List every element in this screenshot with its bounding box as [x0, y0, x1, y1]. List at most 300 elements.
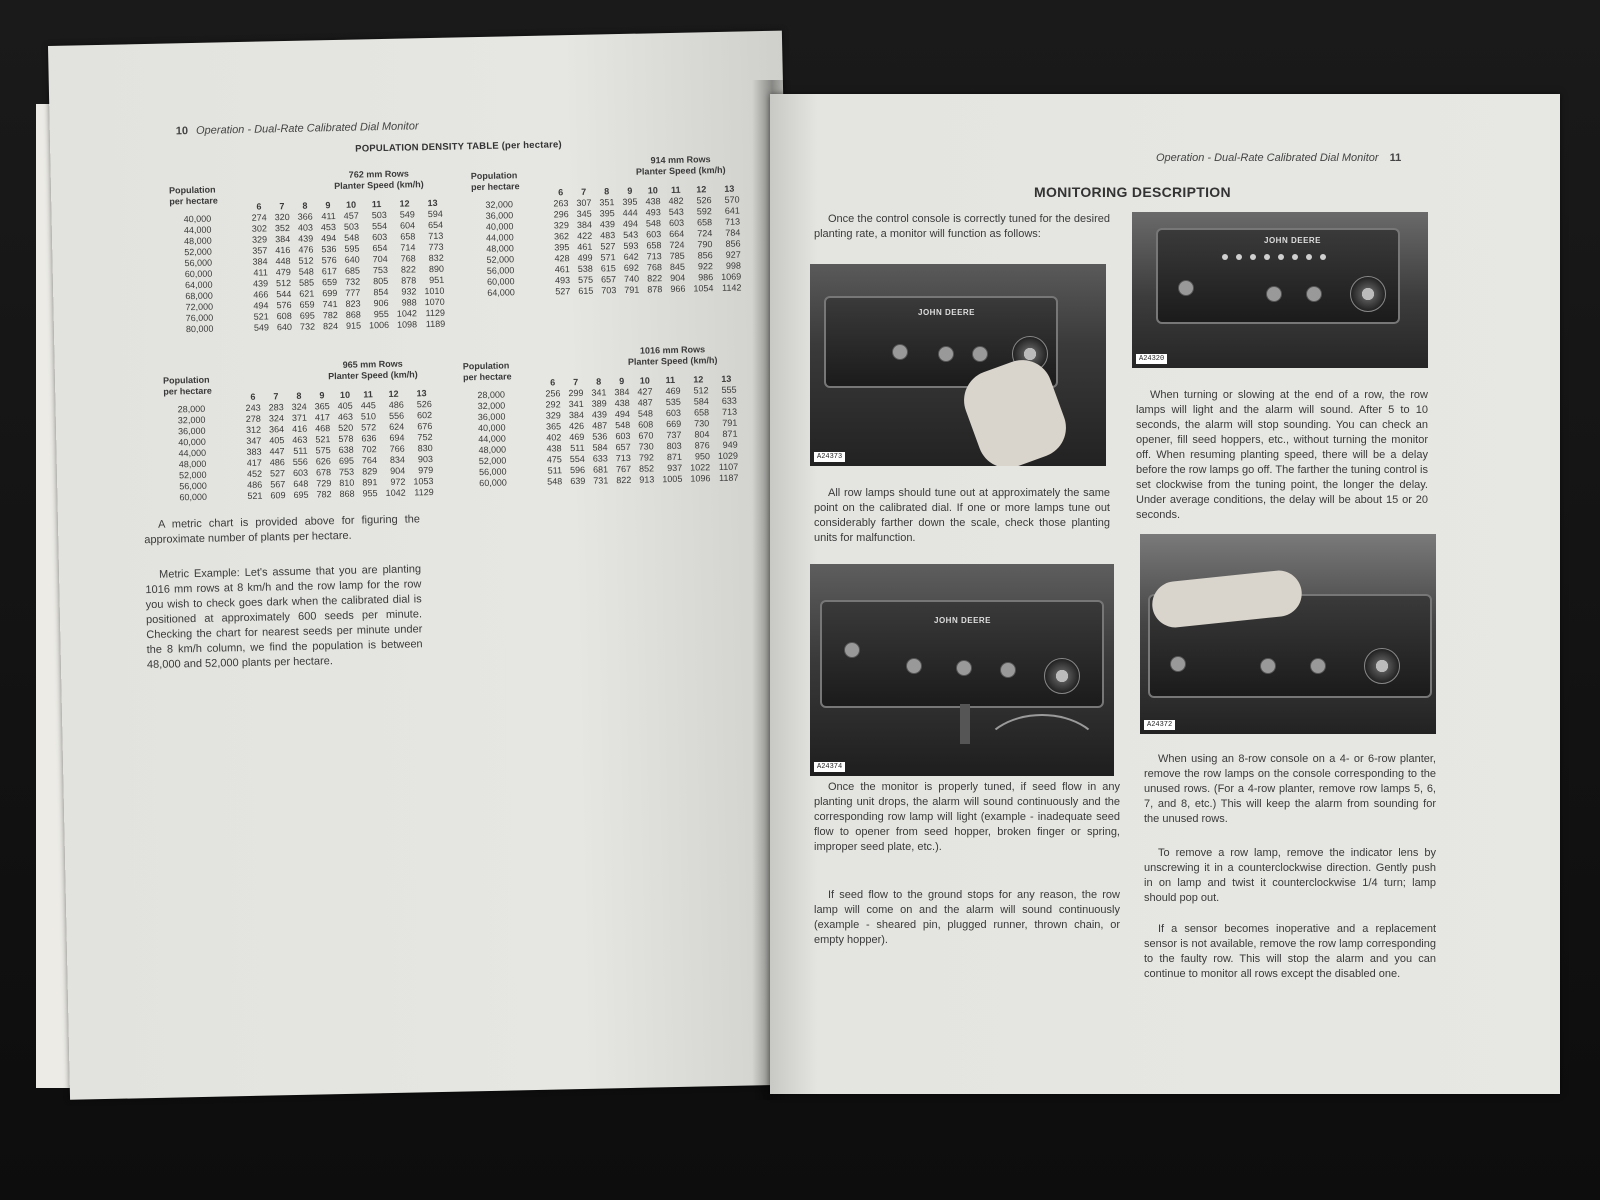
right-page-number: 11	[1389, 152, 1402, 164]
seeds-per-minute-cell: 670	[638, 430, 654, 441]
seeds-per-minute-cell: 357	[252, 245, 268, 256]
seeds-per-minute-cell: 791	[624, 284, 640, 295]
seeds-per-minute-cell: 366	[297, 211, 313, 222]
speed-header-cell: 13	[724, 183, 735, 194]
seeds-per-minute-cell: 729	[316, 478, 332, 489]
table-rows-title: 762 mm Rows	[348, 168, 409, 180]
seeds-per-minute-cell: 493	[645, 207, 661, 218]
seeds-per-minute-cell: 548	[637, 408, 654, 419]
seeds-per-minute-cell: 854	[373, 286, 389, 298]
seeds-per-minute-cell: 482	[668, 195, 684, 207]
seeds-per-minute-cell: 822	[616, 474, 632, 486]
seeds-per-minute-cell: 856	[697, 250, 713, 261]
seeds-per-minute-cell: 1053	[413, 476, 434, 487]
seeds-per-minute-cell: 521	[253, 311, 269, 322]
speed-header-cell: 12	[399, 198, 410, 209]
per-hectare-label-line: per hectare	[163, 385, 212, 397]
seeds-per-minute-cell: 463	[337, 411, 354, 423]
seeds-per-minute-cell: 549	[399, 209, 415, 220]
population-cell: 76,000	[185, 312, 214, 324]
seeds-per-minute-cell: 878	[647, 284, 663, 295]
row-lamp-icon	[1320, 254, 1326, 260]
seeds-per-minute-cell: 657	[600, 274, 617, 285]
seeds-per-minute-cell: 403	[297, 222, 314, 233]
seeds-per-minute-cell: 352	[274, 222, 291, 234]
seeds-per-minute-cell: 603	[372, 231, 388, 243]
seeds-per-minute-cell: 448	[275, 255, 291, 267]
seeds-per-minute-cell: 596	[569, 464, 586, 476]
seeds-per-minute-cell: 475	[546, 454, 562, 465]
seeds-per-minute-cell: 1107	[718, 461, 739, 473]
seeds-per-minute-cell: 603	[668, 217, 685, 229]
seeds-per-minute-cell: 822	[400, 264, 417, 275]
speed-header-cell: 9	[319, 390, 325, 401]
per-hectare-label-line: per hectare	[462, 371, 512, 383]
speed-header-cell: 8	[604, 186, 610, 197]
seeds-per-minute-cell: 868	[345, 309, 361, 320]
table-rows-title: 965 mm Rows	[342, 358, 403, 370]
row-lamp-icon	[1222, 254, 1228, 260]
seeds-per-minute-cell: 447	[269, 446, 285, 457]
seeds-per-minute-cell: 1187	[718, 472, 739, 484]
calibrated-dial-icon	[1364, 648, 1400, 684]
seeds-per-minute-cell: 521	[247, 490, 263, 501]
seeds-per-minute-cell: 263	[553, 198, 569, 209]
row-lamp-icon	[1292, 254, 1298, 260]
seeds-per-minute-cell: 603	[646, 229, 662, 240]
knob-icon	[844, 642, 860, 658]
photo-console-lamps-lit	[1132, 212, 1428, 368]
table-speed-title: Planter Speed (km/h)	[627, 355, 718, 367]
seeds-per-minute-cell: 915	[345, 320, 362, 331]
seeds-per-minute-cell: 603	[292, 467, 309, 478]
seeds-per-minute-cell: 503	[343, 221, 360, 232]
seeds-per-minute-cell: 955	[362, 488, 378, 499]
knob-icon	[1260, 658, 1276, 674]
seeds-per-minute-cell: 766	[389, 443, 405, 454]
population-data-table	[169, 198, 449, 336]
seeds-per-minute-cell: 624	[389, 421, 405, 432]
speed-header-cell: 13	[416, 388, 427, 399]
population-cell: 56,000	[486, 265, 515, 276]
knob-icon	[1000, 662, 1016, 678]
population-cell: 60,000	[179, 491, 208, 503]
seeds-per-minute-cell: 554	[371, 220, 388, 232]
speed-header-cell: 7	[581, 186, 587, 197]
seeds-per-minute-cell: 906	[373, 297, 389, 309]
seeds-per-minute-cell: 636	[361, 433, 377, 444]
knob-icon	[1266, 286, 1282, 302]
seeds-per-minute-cell: 638	[338, 444, 354, 456]
seeds-per-minute-cell: 890	[428, 263, 445, 275]
seeds-per-minute-cell: 642	[623, 251, 639, 262]
population-data-table	[463, 374, 742, 490]
seeds-per-minute-cell: 444	[622, 207, 638, 218]
seeds-per-minute-cell: 364	[269, 424, 285, 435]
population-cell: 56,000	[184, 257, 213, 269]
seeds-per-minute-cell: 503	[371, 209, 387, 221]
seeds-per-minute-cell: 438	[614, 397, 630, 409]
seeds-per-minute-cell: 834	[389, 454, 406, 465]
speed-header-cell: 11	[371, 199, 382, 210]
seeds-per-minute-cell: 439	[599, 219, 616, 230]
seeds-per-minute-cell: 487	[592, 420, 608, 431]
seeds-per-minute-cell: 927	[725, 249, 741, 260]
right-header-text: Operation - Dual-Rate Calibrated Dial Monitor	[1156, 152, 1379, 164]
population-cell: 52,000	[478, 455, 507, 467]
seeds-per-minute-cell: 724	[697, 228, 713, 239]
seeds-per-minute-cell: 615	[600, 263, 616, 274]
seeds-per-minute-cell: 640	[276, 321, 293, 333]
speed-header-cell: 9	[627, 185, 633, 196]
seeds-per-minute-cell: 732	[299, 321, 316, 332]
population-cell: 44,000	[486, 232, 514, 243]
seeds-per-minute-cell: 526	[416, 399, 432, 410]
seeds-per-minute-cell: 659	[299, 299, 315, 310]
seeds-per-minute-cell: 494	[622, 218, 639, 229]
seeds-per-minute-cell: 768	[400, 253, 416, 264]
seeds-per-minute-cell: 548	[344, 232, 360, 243]
seeds-per-minute-cell: 405	[269, 435, 285, 446]
population-cell: 36,000	[177, 425, 206, 437]
speed-header-cell: 13	[721, 373, 732, 384]
seeds-per-minute-cell: 494	[253, 300, 269, 311]
seeds-per-minute-cell: 395	[554, 242, 570, 253]
seeds-per-minute-cell: 669	[666, 418, 682, 430]
population-cell: 48,000	[486, 243, 514, 254]
population-cell: 40,000	[485, 221, 514, 232]
seeds-per-minute-cell: 527	[600, 241, 616, 252]
section-title: MONITORING DESCRIPTION	[1034, 184, 1231, 200]
seeds-per-minute-cell: 427	[637, 386, 653, 397]
seeds-per-minute-cell: 324	[291, 401, 307, 412]
para-turning: When turning or slowing at the end of a row, the row lamps will light and the alarm will sound. After 5 to 10 seconds, the alarm will stop sounding. You can check an opener, fill seed hoppers, etc., without turning the monitor off. When resuming planting speed, there will be a delay before the row lamps go off. The farther the tuning control is set clockwise from the tuning point, the longer the delay. Under average conditions, the delay will be about 15 or 20 seconds.	[1136, 389, 1428, 521]
seeds-per-minute-cell: 1022	[690, 462, 711, 473]
seeds-per-minute-cell: 1098	[396, 319, 418, 330]
seeds-per-minute-cell: 845	[669, 261, 686, 273]
seeds-per-minute-cell: 486	[388, 399, 404, 410]
seeds-per-minute-cell: 312	[245, 424, 262, 435]
seeds-per-minute-cell: 678	[315, 467, 332, 478]
knob-icon	[906, 658, 922, 674]
seeds-per-minute-cell: 256	[545, 388, 561, 399]
seeds-per-minute-cell: 737	[666, 429, 682, 441]
seeds-per-minute-cell: 891	[362, 477, 378, 488]
photo-tag: A24373	[814, 452, 845, 462]
seeds-per-minute-cell: 329	[251, 234, 268, 245]
row-lamp-icon	[1250, 254, 1256, 260]
seeds-per-minute-cell: 384	[576, 219, 593, 230]
population-label-line: Population	[462, 360, 510, 372]
seeds-per-minute-cell: 329	[553, 220, 570, 231]
seeds-per-minute-cell: 658	[646, 240, 662, 251]
para-sensor: If a sensor becomes inoperative and a replacement sensor is not available, remove the row lamp corresponding to the faulty row. This will stop the alarm and you can continue to monitor all rows except the disabled one.	[1144, 923, 1436, 980]
calibrated-dial-icon	[1044, 658, 1080, 694]
seeds-per-minute-cell: 871	[722, 428, 738, 439]
seeds-per-minute-cell: 639	[570, 475, 586, 487]
right-page	[770, 94, 1560, 1094]
seeds-per-minute-cell: 767	[615, 463, 632, 475]
seeds-per-minute-cell: 950	[694, 451, 711, 462]
seeds-per-minute-cell: 753	[339, 466, 355, 477]
speed-header-cell: 12	[388, 388, 399, 399]
table-speed-title: Planter Speed (km/h)	[328, 369, 418, 382]
seeds-per-minute-cell: 555	[721, 384, 737, 395]
speed-header-cell: 8	[296, 390, 302, 401]
photo-removing-lamp	[1140, 534, 1436, 734]
seeds-per-minute-cell: 584	[693, 396, 709, 407]
population-cell: 40,000	[178, 436, 206, 448]
seeds-per-minute-cell: 520	[338, 422, 354, 434]
population-cell: 64,000	[487, 287, 515, 298]
seeds-per-minute-cell: 572	[361, 422, 377, 433]
seeds-per-minute-cell: 685	[344, 265, 361, 276]
table-762mm	[169, 167, 473, 363]
population-label-line: Population	[168, 184, 216, 196]
seeds-per-minute-cell: 713	[615, 452, 631, 464]
seeds-per-minute-cell: 823	[345, 298, 361, 309]
speed-header-cell: 8	[302, 200, 308, 211]
seeds-per-minute-cell: 1069	[721, 271, 742, 282]
seeds-per-minute-cell: 640	[344, 254, 360, 265]
seeds-per-minute-cell: 384	[568, 409, 585, 421]
seeds-per-minute-cell: 452	[246, 468, 263, 479]
seeds-per-minute-cell: 932	[401, 286, 417, 297]
row-lamp-icon	[1236, 254, 1242, 260]
seeds-per-minute-cell: 494	[321, 233, 337, 244]
seeds-per-minute-cell: 576	[321, 255, 337, 266]
speed-header-cell: 6	[250, 391, 256, 402]
table-rows-title: 1016 mm Rows	[639, 344, 706, 356]
seeds-per-minute-cell: 512	[298, 255, 314, 266]
seeds-per-minute-cell: 283	[268, 402, 284, 413]
seeds-per-minute-cell: 445	[360, 400, 376, 411]
seeds-per-minute-cell: 439	[298, 233, 314, 244]
seeds-per-minute-cell: 937	[667, 462, 683, 474]
population-data-table	[471, 183, 745, 299]
seeds-per-minute-cell: 302	[251, 223, 268, 234]
seeds-per-minute-cell: 499	[577, 252, 593, 263]
population-cell: 44,000	[178, 447, 207, 459]
seeds-per-minute-cell: 654	[427, 219, 444, 231]
population-cell: 28,000	[177, 403, 206, 415]
cable	[980, 714, 1104, 776]
speed-header-cell: 7	[573, 376, 579, 388]
seeds-per-minute-cell: 548	[547, 476, 563, 487]
seeds-per-minute-cell: 345	[576, 208, 592, 219]
seeds-per-minute-cell: 681	[592, 464, 609, 475]
seeds-per-minute-cell: 486	[269, 457, 285, 468]
seeds-per-minute-cell: 395	[599, 208, 615, 219]
seeds-per-minute-cell: 1005	[662, 473, 683, 485]
seeds-per-minute-cell: 615	[578, 285, 594, 296]
population-cell: 36,000	[477, 411, 506, 423]
knob-icon	[1170, 656, 1186, 672]
seeds-per-minute-cell: 951	[429, 274, 445, 286]
calibrated-dial-icon	[1350, 276, 1386, 312]
seeds-per-minute-cell: 389	[591, 398, 607, 409]
seeds-per-minute-cell: 556	[292, 456, 308, 467]
seeds-per-minute-cell: 585	[298, 277, 315, 288]
seeds-per-minute-cell: 296	[553, 209, 569, 220]
population-cell: 28,000	[477, 389, 506, 401]
population-cell: 44,000	[183, 224, 212, 236]
seeds-per-minute-cell: 538	[577, 263, 593, 274]
population-label-line: Population	[470, 170, 518, 182]
seeds-per-minute-cell: 438	[645, 196, 661, 207]
population-cell: 48,000	[184, 235, 212, 247]
seeds-per-minute-cell: 1129	[425, 307, 446, 319]
seeds-per-minute-cell: 384	[252, 256, 268, 267]
seeds-per-minute-cell: 633	[721, 395, 737, 406]
seeds-per-minute-cell: 411	[321, 211, 336, 222]
seeds-per-minute-cell: 511	[547, 465, 563, 476]
seeds-per-minute-cell: 526	[696, 195, 712, 206]
seeds-per-minute-cell: 438	[546, 443, 562, 454]
seeds-per-minute-cell: 713	[646, 251, 662, 262]
para-seed-flow-stops: If seed flow to the ground stops for any reason, the row lamp will come on and the alarm will sound continuously (example - sheared pin, plugged runner, thrown chain, or empty hopper).	[814, 889, 1120, 946]
seeds-per-minute-cell: 383	[246, 446, 262, 457]
seeds-per-minute-cell: 730	[638, 441, 654, 452]
seeds-per-minute-cell: 876	[694, 440, 710, 451]
seeds-per-minute-cell: 1042	[385, 487, 406, 499]
seeds-per-minute-cell: 461	[554, 264, 570, 275]
population-cell: 32,000	[485, 199, 514, 210]
seeds-per-minute-cell: 567	[270, 479, 286, 490]
seeds-per-minute-cell: 702	[361, 444, 377, 455]
seeds-per-minute-cell: 521	[315, 434, 331, 445]
seeds-per-minute-cell: 1006	[368, 319, 390, 331]
speed-header-cell: 10	[639, 375, 650, 386]
seeds-per-minute-cell: 824	[322, 320, 339, 332]
seeds-per-minute-cell: 785	[669, 250, 685, 262]
seeds-per-minute-cell: 365	[314, 401, 330, 412]
seeds-per-minute-cell: 570	[724, 194, 740, 205]
seeds-per-minute-cell: 658	[400, 231, 416, 242]
console-brand: JOHN DEERE	[918, 308, 976, 317]
seeds-per-minute-cell: 512	[275, 277, 292, 289]
seeds-per-minute-cell: 856	[725, 238, 741, 249]
seeds-per-minute-cell: 703	[601, 285, 617, 296]
seeds-per-minute-cell: 453	[320, 222, 337, 233]
table-914mm	[470, 153, 773, 329]
seeds-per-minute-cell: 549	[253, 322, 270, 333]
population-cell: 80,000	[185, 323, 214, 335]
seeds-per-minute-cell: 966	[670, 283, 686, 295]
seeds-per-minute-cell: 416	[292, 423, 308, 434]
speed-header-cell: 8	[596, 376, 602, 387]
seeds-per-minute-cell: 511	[570, 442, 585, 454]
seeds-per-minute-cell: 548	[615, 419, 631, 431]
seeds-per-minute-cell: 594	[427, 208, 443, 220]
table-rows-title: 914 mm Rows	[650, 154, 711, 166]
seeds-per-minute-cell: 903	[417, 454, 434, 465]
population-table-title: POPULATION DENSITY TABLE (per hectare)	[355, 139, 562, 155]
speed-header-cell: 6	[256, 201, 262, 212]
left-page-number: 10	[175, 125, 189, 138]
seeds-per-minute-cell: 1189	[425, 318, 446, 330]
population-cell: 32,000	[477, 400, 506, 412]
seeds-per-minute-cell: 972	[390, 476, 406, 487]
seeds-per-minute-cell: 417	[246, 457, 262, 468]
seeds-per-minute-cell: 732	[345, 276, 361, 287]
speed-header-cell: 10	[345, 199, 357, 210]
para-intro: Once the control console is correctly tuned for the desired planting rate, a monitor will function as follows:	[814, 213, 1110, 240]
seeds-per-minute-cell: 741	[322, 298, 338, 310]
seeds-per-minute-cell: 784	[725, 227, 741, 238]
seeds-per-minute-cell: 371	[291, 412, 308, 423]
seeds-per-minute-cell: 603	[615, 430, 631, 442]
photo-tag: A24374	[814, 762, 845, 772]
seeds-per-minute-cell: 830	[417, 443, 433, 454]
seeds-per-minute-cell: 791	[722, 417, 738, 428]
population-data-table	[163, 388, 437, 504]
seeds-per-minute-cell: 466	[253, 289, 269, 300]
seeds-per-minute-cell: 829	[362, 466, 378, 477]
knob-icon	[1310, 658, 1326, 674]
seeds-per-minute-cell: 604	[399, 220, 416, 231]
left-header-text: Operation - Dual-Rate Calibrated Dial Monitor	[195, 120, 419, 137]
seeds-per-minute-cell: 483	[600, 230, 616, 241]
seeds-per-minute-cell: 724	[669, 239, 685, 251]
seeds-per-minute-cell: 713	[428, 230, 444, 242]
seeds-per-minute-cell: 278	[245, 413, 261, 424]
seeds-per-minute-cell: 274	[251, 212, 267, 223]
seeds-per-minute-cell: 617	[321, 266, 338, 277]
per-hectare-label-line: per hectare	[470, 181, 520, 193]
seeds-per-minute-cell: 777	[345, 287, 361, 298]
seeds-per-minute-cell: 822	[647, 273, 663, 284]
population-cell: 56,000	[478, 466, 507, 478]
speed-header-cell: 11	[670, 184, 681, 195]
photo-tag: A24320	[1136, 354, 1167, 364]
seeds-per-minute-cell: 341	[591, 387, 607, 398]
population-cell: 36,000	[485, 210, 514, 221]
seeds-per-minute-cell: 592	[696, 206, 712, 217]
seeds-per-minute-cell: 602	[416, 410, 433, 421]
para-seed-flow-drops: Once the monitor is properly tuned, if seed flow in any planting unit drops, the alarm will sound continuously and the corresponding row lamp will light (example - inadequate seed flow to opener from seed hopper, broken finger or spring, improper seed plate, etc.).	[814, 781, 1120, 853]
seeds-per-minute-cell: 609	[270, 490, 286, 501]
seeds-per-minute-cell: 347	[246, 435, 262, 446]
seeds-per-minute-cell: 695	[338, 455, 355, 466]
seeds-per-minute-cell: 782	[316, 489, 332, 500]
seeds-per-minute-cell: 593	[623, 240, 639, 251]
seeds-per-minute-cell: 740	[623, 273, 640, 284]
seeds-per-minute-cell: 543	[623, 229, 639, 240]
seeds-per-minute-cell: 536	[321, 244, 337, 255]
knob-icon	[938, 346, 954, 362]
console-brand: JOHN DEERE	[934, 616, 992, 625]
seeds-per-minute-cell: 512	[693, 385, 709, 396]
seeds-per-minute-cell: 439	[252, 278, 269, 289]
seeds-per-minute-cell: 351	[599, 197, 615, 208]
seeds-per-minute-cell: 730	[694, 418, 710, 429]
seeds-per-minute-cell: 676	[417, 421, 433, 432]
seeds-per-minute-cell: 852	[639, 463, 655, 474]
seeds-per-minute-cell: 395	[622, 196, 638, 208]
seeds-per-minute-cell: 626	[315, 456, 331, 467]
seeds-per-minute-cell: 713	[721, 406, 738, 417]
seeds-per-minute-cell: 1054	[693, 283, 714, 294]
seeds-per-minute-cell: 417	[314, 412, 331, 423]
seeds-per-minute-cell: 292	[545, 399, 561, 410]
speed-header-cell: 11	[363, 389, 373, 400]
seeds-per-minute-cell: 633	[592, 453, 608, 464]
seeds-per-minute-cell: 832	[428, 252, 444, 264]
seeds-per-minute-cell: 411	[253, 267, 268, 278]
seeds-per-minute-cell: 1070	[424, 296, 445, 308]
seeds-per-minute-cell: 998	[725, 260, 742, 271]
